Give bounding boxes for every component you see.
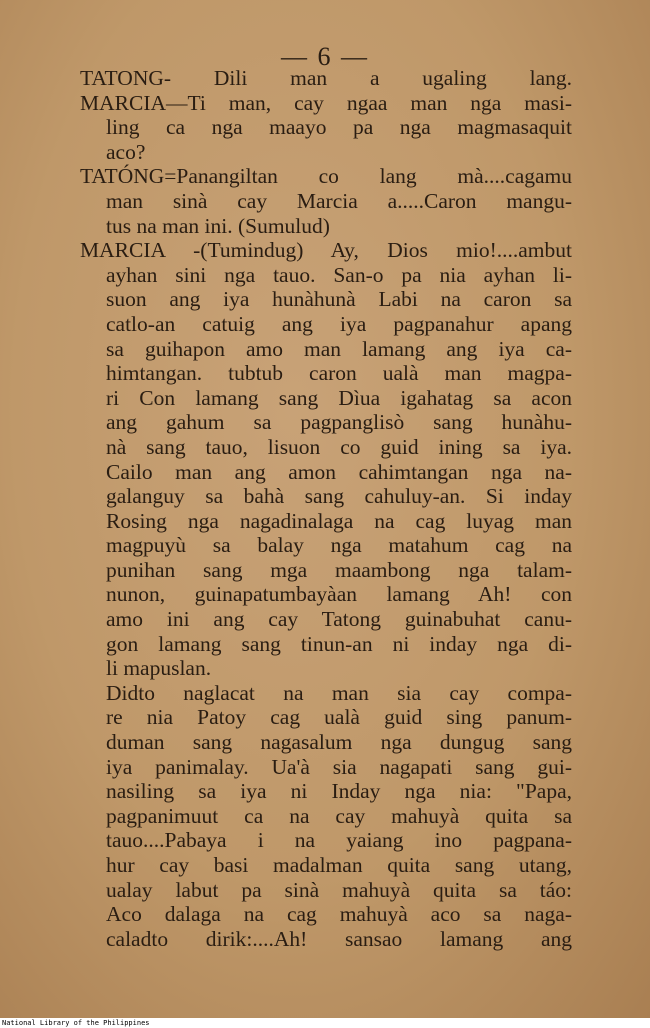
text-line: nunon, guinapatumbayàan lamang Ah! con [106, 582, 572, 607]
text-line: ayhan sini nga tauo. San-o pa nia ayhan li- [106, 262, 572, 287]
text-line: amo ini ang cay Tatong guinabuhat canu- [106, 607, 572, 632]
text-line: ang gahum sa pagpanglisò sang hunàhu- [106, 410, 572, 435]
text-line: Didto naglacat na man sia cay compa- [106, 680, 572, 705]
text-line: pagpanimuut ca na cay mahuyà quita sa [106, 803, 572, 828]
text-line: iya panimalay. Ua'à sia nagapati sang gui- [106, 754, 572, 779]
text-line: ualay labut pa sinà mahuyà quita sa táo: [106, 877, 572, 902]
text-line: gon lamang sang tinun-an ni inday nga di- [106, 631, 572, 656]
text-line: re nia Patoy cag ualà guid sing panum- [106, 705, 572, 730]
text-line: tus na man ini. (Sumulud) [106, 213, 330, 238]
text-line: nasiling sa iya ni Inday nga nia: "Papa, [106, 779, 572, 804]
text-line: hur cay basi madalman quita sang utang, [106, 853, 572, 877]
text-line: li mapuslan. [106, 656, 212, 681]
text-line: nà sang tauo, lisuon co guid ining sa iya. [106, 434, 572, 459]
text-line: duman sang nagasalum nga dungug sang [106, 730, 572, 755]
text-line: Aco dalaga na cag mahuyà aco sa naga- [106, 902, 572, 927]
text-line: ling ca nga maayo pa nga magmasaquit [106, 115, 572, 140]
text-line: aco? [106, 139, 146, 164]
text-line: sa guihapon amo man lamang ang iya ca- [106, 336, 572, 361]
text-line: TATONG- Dili man a ugaling lang. [80, 66, 572, 90]
text-line: suon ang iya hunàhunà Labi na caron sa [106, 287, 572, 312]
text-line: TATÓNG=Panangiltan co lang mà....cagamu [80, 164, 572, 189]
text-line: magpuyù sa balay nga matahum cag na [106, 533, 572, 558]
text-line: Rosing nga nagadinalaga na cag luyag man [106, 508, 572, 533]
text-line: punihan sang mga maambong nga talam- [106, 557, 572, 582]
library-credit: National Library of the Philippines [2, 1019, 150, 1027]
text-line: himtangan. tubtub caron ualà man magpa- [106, 361, 572, 386]
text-line: MARCIA -(Tumindug) Ay, Dios mio!....ambut [80, 238, 572, 263]
text-line: ri Con lamang sang Dìua igahatag sa acon [106, 385, 572, 410]
text-line: tauo....Pabaya i na yaiang ino pagpana- [106, 828, 572, 853]
text-line: MARCIA—Ti man, cay ngaa man nga masi- [80, 90, 572, 115]
page-number: — 6 — [281, 42, 369, 71]
text-line: catlo-an catuig ang iya pagpanahur apang [106, 311, 572, 336]
text-line: galanguy sa bahà sang cahuluy-an. Si inday [106, 484, 572, 509]
text-line: man sinà cay Marcia a.....Caron mangu- [106, 188, 572, 213]
page-text [80, 66, 572, 951]
text-line: caladto dirik:....Ah! sansao lamang ang [106, 926, 572, 951]
text-line: Cailo man ang amon cahimtangan nga na- [106, 459, 572, 484]
